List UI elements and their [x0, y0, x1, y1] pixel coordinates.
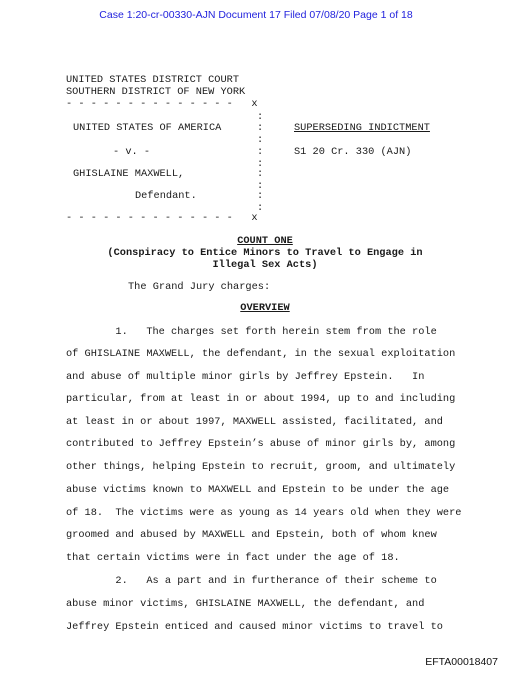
caption-divider-bottom: - - - - - - - - - - - - - - x: [66, 212, 258, 224]
caption-colon: :: [257, 202, 264, 214]
caption-colon: :: [257, 168, 264, 180]
caption-colon: :: [257, 134, 264, 146]
paragraph-line: groomed and abused by MAXWELL and Epstein, both of whom knew: [66, 529, 437, 541]
case-header: Case 1:20-cr-00330-AJN Document 17 Filed 07/08/20 Page 1 of 18: [99, 9, 413, 21]
paragraph-line: 1. The charges set forth herein stem from the role: [66, 326, 437, 338]
caption-colon: :: [257, 146, 264, 158]
document-id-footer: EFTA00018407: [425, 656, 498, 668]
caption-colon: :: [257, 122, 264, 134]
charges-intro: The Grand Jury charges:: [128, 281, 271, 293]
plaintiff-name: UNITED STATES OF AMERICA: [73, 122, 222, 134]
paragraph-line: particular, from at least in or about 1994, up to and including: [66, 393, 456, 405]
caption-colon: :: [257, 158, 264, 170]
paragraph-line: other things, helping Epstein to recruit, groom, and ultimately: [66, 461, 456, 473]
paragraph-line: 2. As a part and in furtherance of their scheme to: [66, 575, 437, 587]
paragraph-line: Jeffrey Epstein enticed and caused minor victims to travel to: [66, 621, 443, 633]
count-subtitle-line1: (Conspiracy to Entice Minors to Travel to Engage in: [107, 247, 423, 259]
overview-heading: OVERVIEW: [240, 302, 290, 314]
paragraph-line: of 18. The victims were as young as 14 years old when they were: [66, 507, 462, 519]
paragraph-line: at least in or about 1997, MAXWELL assisted, facilitated, and: [66, 416, 443, 428]
caption-colon: :: [257, 190, 264, 202]
caption-colon: :: [257, 111, 264, 123]
paragraph-line: abuse minor victims, GHISLAINE MAXWELL, the defendant, and: [66, 598, 425, 610]
defendant-label: Defendant.: [135, 190, 197, 202]
document-title: SUPERSEDING INDICTMENT: [294, 122, 430, 134]
caption-divider-top: - - - - - - - - - - - - - - x: [66, 98, 258, 110]
paragraph-line: of GHISLAINE MAXWELL, the defendant, in the sexual exploitation: [66, 348, 456, 360]
paragraph-line: contributed to Jeffrey Epstein’s abuse of minor girls by, among: [66, 438, 456, 450]
caption-colon: :: [257, 180, 264, 192]
count-title: COUNT ONE: [237, 235, 293, 247]
versus-label: - v. -: [113, 146, 151, 158]
paragraph-line: that certain victims were in fact under the age of 18.: [66, 552, 400, 564]
count-subtitle-line2: Illegal Sex Acts): [212, 259, 318, 271]
paragraph-line: abuse victims known to MAXWELL and Epstein to be under the age: [66, 484, 450, 496]
docket-number: S1 20 Cr. 330 (AJN): [294, 146, 412, 158]
court-name-line1: UNITED STATES DISTRICT COURT: [66, 74, 240, 86]
defendant-name: GHISLAINE MAXWELL,: [73, 168, 185, 180]
paragraph-line: and abuse of multiple minor girls by Jeffrey Epstein. In: [66, 371, 425, 383]
court-name-line2: SOUTHERN DISTRICT OF NEW YORK: [66, 86, 246, 98]
